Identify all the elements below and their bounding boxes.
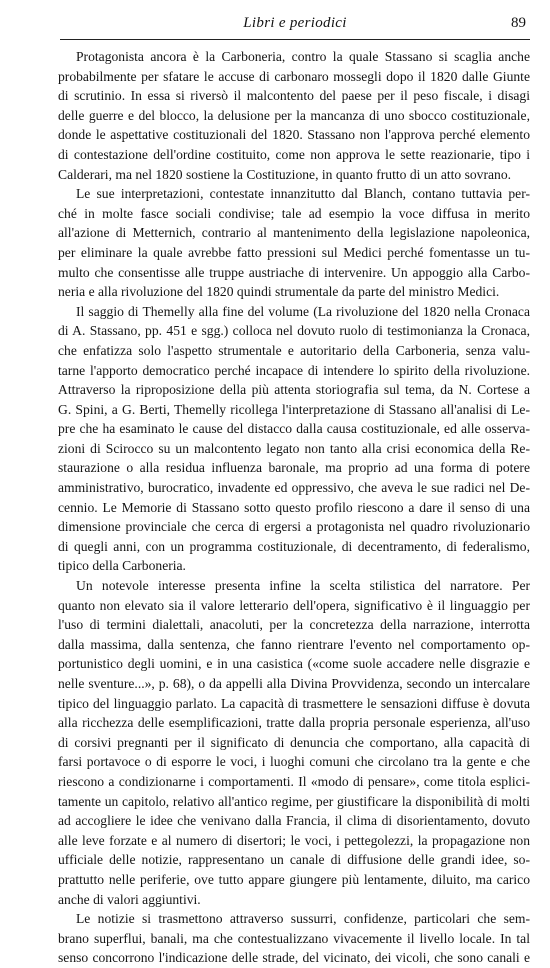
text-line: Le notizie si trasmettono attraverso sussurri, confidenze, particolari che sem- (76, 911, 530, 927)
text-line: tipico del linguaggio parlato. La capacità di trasmettere le sensazioni diffuse è dovuta (58, 695, 530, 711)
body-text (58, 47, 530, 968)
text-line: tamente un capitolo, relativo all'antico regime, per giustificare la disponibilità di molti (58, 793, 530, 809)
page-number: 89 (511, 15, 526, 31)
text-line: staurazione o alla residua influenza baronale, ma proprio ad una forma di potere (58, 460, 530, 476)
text-line: cennio. Le Memorie di Stassano sotto questo profilo riescono a dare il senso di una (58, 499, 530, 515)
text-line: che enfatizza solo l'aspetto strumentale e autoritario della Carboneria, senza valu- (58, 342, 530, 358)
text-line: dimensione provinciale che cerca di ergersi a protagonista nel quadro rivoluzionario (58, 519, 530, 535)
text-line: Attraverso la riproposizione della più attenta storiografia sul tema, da N. Cortese a (58, 382, 530, 398)
text-line: dalla massima, dalla sentenza, che fanno rientrare l'evento nel comportamento op- (58, 636, 530, 652)
text-line: quanto non elevato sia il valore letterario dell'opera, significativo è il linguaggio per (58, 597, 530, 613)
running-title: Libri e periodici (243, 15, 347, 31)
text-line: ufficiale delle notizie, rappresentano un canale di diffusione delle grandi idee, so- (58, 852, 530, 868)
text-line: alla ricchezza delle esemplificazioni, tratte dalla propria personale esperienza, all'uso (58, 715, 530, 731)
text-line: Un notevole interesse presenta infine la scelta stilistica del narratore. Per (76, 578, 530, 594)
page-header (60, 11, 530, 40)
text-line: donde le aspettative costituzionali del 1820. Stassano non l'approva perché elemento (58, 127, 530, 143)
text-line: zioni di Scirocco su un malcontento legato non tanto alla crisi economica della Re- (58, 440, 530, 456)
text-line: multo che consentisse alle truppe austriache di intervenire. Un appoggio alla Carbo- (58, 264, 530, 280)
text-line: tipico della Carboneria. (58, 558, 186, 574)
text-line: brano superflui, banali, ma che contestualizzano vivacemente il livello locale. In tal (58, 930, 530, 946)
text-line: Protagonista ancora è la Carboneria, contro la quale Stassano si scaglia anche (76, 49, 530, 64)
text-line: di quegli anni, con un programma costituzionale, di decentramento, di federalismo, (58, 538, 530, 554)
text-line: pre che ha esaminato le cause del distacco dalla causa costituzionale, ed alle osserva- (58, 421, 530, 437)
text-line: prattutto nelle periferie, ove tutto appare giungere più lentamente, diluito, ma carico (58, 871, 530, 887)
text-line: delle guerre e del blocco, la delusione per la mancanza di uno sbocco costituzionale, (58, 107, 530, 123)
text-line: di scrutinio. In essa si riversò il malcontento del paese per il peso fiscale, i disagi (58, 88, 530, 104)
text-line: per eliminare la quale avrebbe fatto pressioni sul Medici perché fomentasse un tu- (58, 244, 530, 260)
text-line: ché in molte fasce sociali condivise; tale ad esempio la voce diffusa in merito (58, 205, 530, 221)
text-line: farsi portavoce o di esporre le voci, i luoghi comuni che circolano tra la gente e che (58, 754, 530, 770)
text-line: Le sue interpretazioni, contestate innanzitutto dal Blanch, contano tuttavia per- (76, 186, 530, 202)
text-line: l'uso di termini dialettali, anacoluti, per la concretezza della narrazione, interrotta (58, 617, 530, 633)
text-line: G. Spini, a G. Berti, Themelly ricollega l'interpretazione di Stassano all'analisi di Le- (58, 401, 530, 417)
text-line: nelle sventure...», p. 68), o da appelli alla Divina Provvidenza, secondo un intercalare (58, 676, 530, 691)
text-line: anche di valori aggiuntivi. (58, 891, 201, 907)
text-line: amministrativo, burocratico, invadente ed oppressivo, che aveva le sue radici nel De- (58, 480, 530, 496)
text-line: Il saggio di Themelly alla fine del volume (La rivoluzione del 1820 nella Cronaca (76, 303, 530, 319)
text-line: neria e alla rivoluzione del 1820 quindi strumentale da parte del ministro Medici. (58, 284, 500, 300)
text-line: portunistico degli uomini, e in una casistica («come suole accadere nelle disgrazie e (58, 656, 530, 672)
text-line: senso concorrono l'indicazione delle strade, del vicinato, dei vicoli, che sono canali e (58, 950, 530, 966)
text-line: alle leve forzate e al numero di disertori; le voci, i pettegolezzi, la propagazione non (58, 832, 530, 848)
text-line: riescono a condizionarne i comportamenti. Il «modo di pensare», come titola esplici- (58, 773, 530, 789)
text-line: di contestazione dell'ordine costituito, come non approva le sette reazionarie, tipo i (58, 146, 530, 162)
text-line: tarne l'apporto democratico perché incapace di intendere lo spirito della rivoluzione. (58, 362, 530, 378)
text-line: di corsivi pregnanti per il significato di denuncia che comportano, alla capacità di (58, 734, 530, 750)
text-line: di A. Stassano, pp. 451 e sgg.) colloca nel dovuto ruolo di testimonianza la Cronaca, (58, 323, 530, 339)
text-line: probabilmente per sfatare le accuse di carbonaro mossegli dopo il 1820 dalle Giunte (58, 68, 530, 84)
text-line: all'azione di Metternich, contrario al mantenimento della legislazione napoleonica, (58, 225, 530, 241)
text-line: ad accogliere le idee che venivano dalla Francia, il clima di disorientamento, dovuto (58, 813, 530, 829)
text-line: Calderari, ma nel 1820 sostiene la Costituzione, in quanto frutto di un atto sovrano. (58, 166, 512, 182)
